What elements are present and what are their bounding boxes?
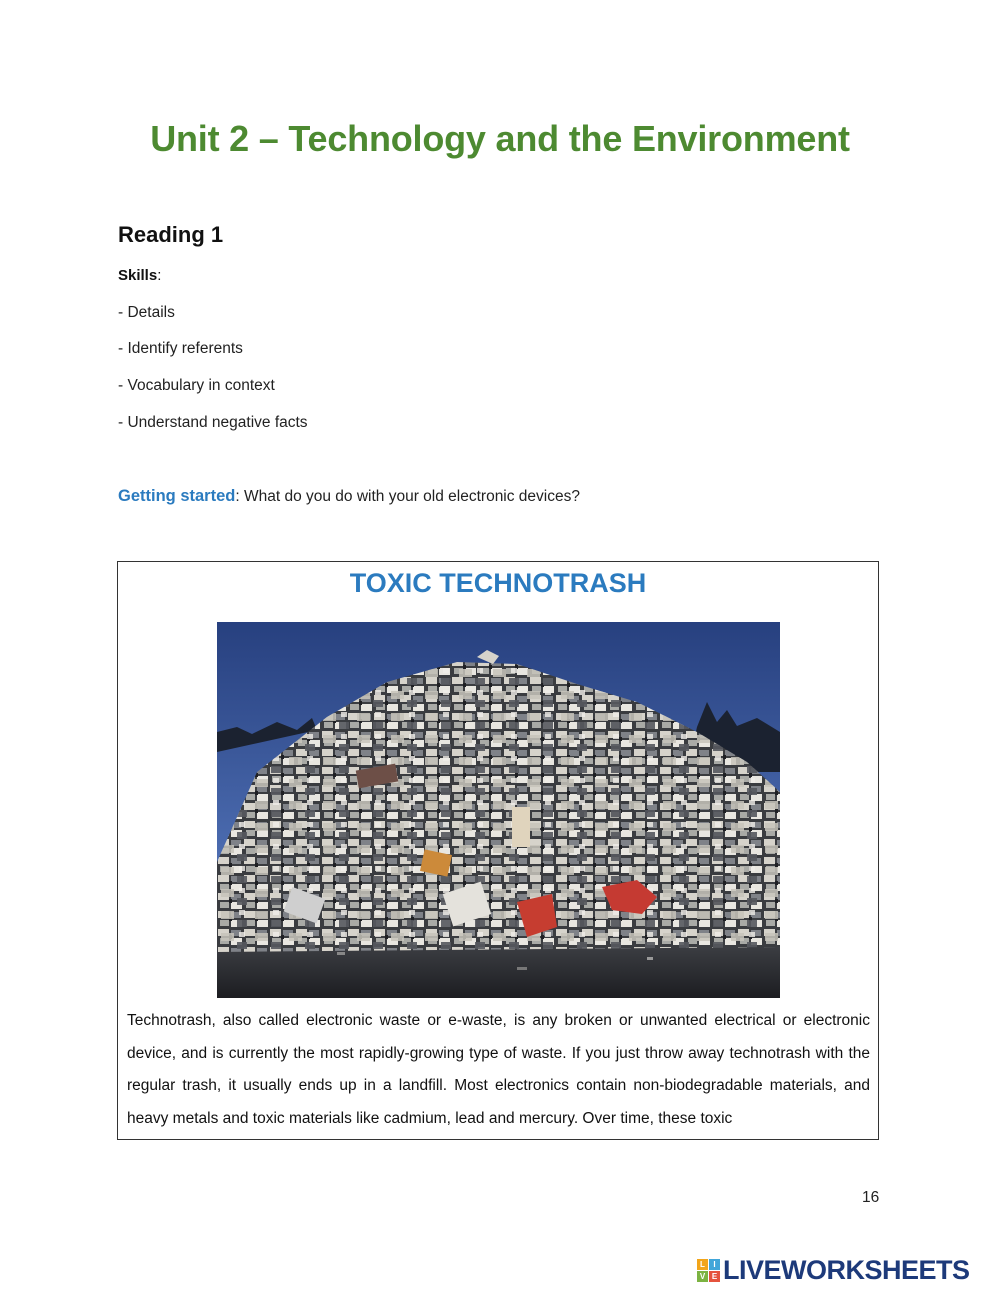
skills-colon: : — [157, 267, 162, 284]
getting-started-prompt: : What do you do with your old electronic devices? — [235, 488, 580, 505]
article-body-text: Technotrash, also called electronic waste or e-waste, is any broken or unwanted electrical or electronic device, and is currently the most rapidly-growing type of waste. If you just throw away technotrash with the regular trash, it usually ends up in a landfill. Most electronics contain non-biodegradable materials, and heavy metals and toxic materials like cadmium, lead and mercury. Over time, these toxic — [127, 1012, 870, 1127]
skills-label — [118, 267, 161, 284]
skill-item: - Identify referents — [118, 340, 243, 357]
unit-title: Unit 2 – Technology and the Environment — [150, 118, 850, 159]
technotrash-photo — [217, 622, 780, 998]
getting-started-label: Getting started — [118, 487, 236, 505]
logo-letter-i: I — [709, 1259, 720, 1270]
getting-started — [118, 487, 580, 506]
liveworksheets-logo-icon — [697, 1259, 720, 1282]
skill-item: - Understand negative facts — [118, 414, 308, 431]
article-title: TOXIC TECHNOTRASH — [349, 568, 647, 598]
skill-item: - Vocabulary in context — [118, 377, 275, 394]
logo-letter-l: L — [697, 1259, 708, 1270]
liveworksheets-wordmark: LIVEWORKSHEETS — [723, 1254, 970, 1285]
article-box — [117, 561, 879, 1140]
skill-item: - Details — [118, 304, 175, 321]
reading-heading: Reading 1 — [118, 222, 224, 247]
skills-label-text: Skills — [118, 267, 158, 284]
liveworksheets-logo — [697, 1254, 970, 1286]
logo-letter-v: V — [697, 1271, 708, 1282]
page-number: 16 — [862, 1189, 880, 1206]
logo-letter-e: E — [709, 1271, 720, 1282]
